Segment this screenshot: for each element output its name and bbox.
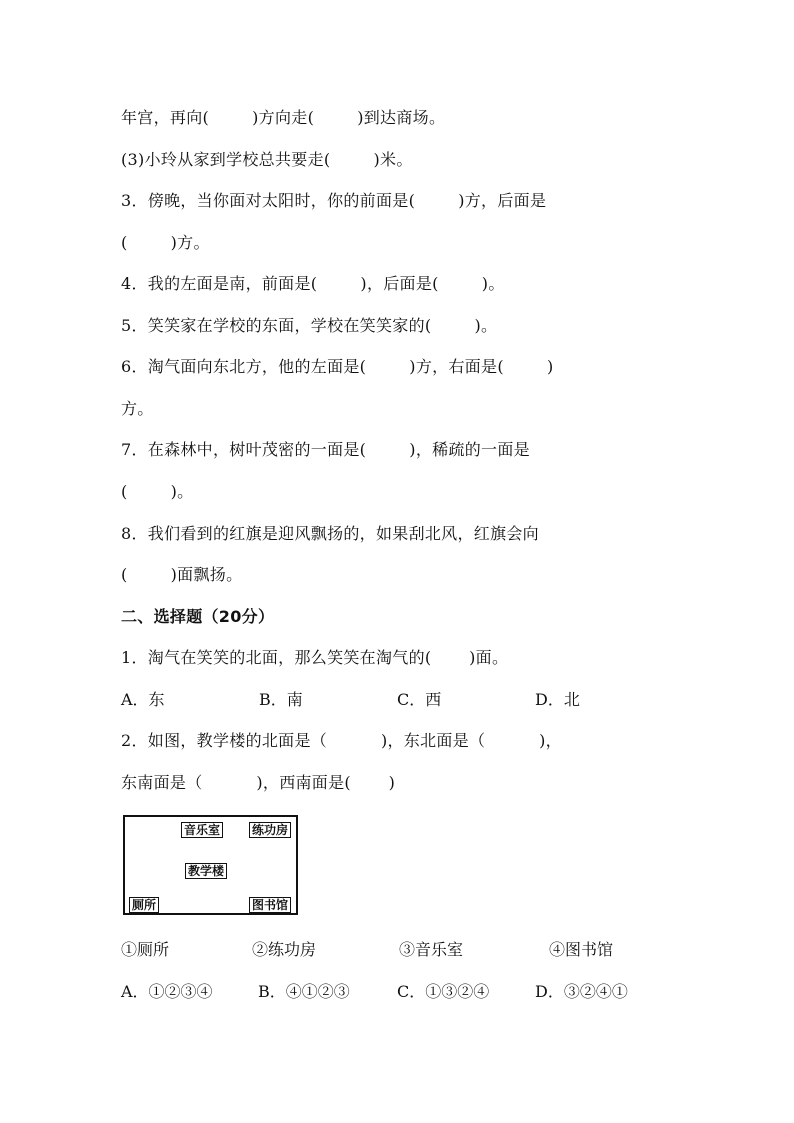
item-3: ③音乐室 — [399, 940, 464, 959]
option-a: A．①②③④ — [121, 982, 213, 1001]
choice-question-1: 1．淘气在笑笑的北面，那么笑笑在淘气的( )面。 — [121, 648, 509, 667]
question-8-line-2: ( )面飘扬。 — [121, 565, 243, 584]
map-label-practice-room: 练功房 — [249, 822, 291, 838]
question-6-line-1: 6．淘气面向东北方，他的左面是( )方，右面是( ) — [121, 357, 554, 376]
question-6-line-2: 方。 — [121, 399, 154, 418]
fill-line-1: 年宫，再向( )方向走( )到达商场。 — [121, 108, 446, 127]
item-1: ①厕所 — [121, 940, 170, 959]
choice-question-2-line-2: 东南面是（ )，西南面是( ) — [121, 773, 396, 792]
question-3-line-2: ( )方。 — [121, 233, 210, 252]
fill-line-2: (3)小玲从家到学校总共要走( )米。 — [121, 150, 413, 169]
question-7-line-2: ( )。 — [121, 482, 194, 501]
option-c: C．西 — [397, 690, 442, 709]
choice-question-1-options — [121, 690, 681, 710]
map-label-teaching-building: 教学楼 — [185, 863, 227, 879]
question-7-line-1: 7．在森林中，树叶茂密的一面是( )，稀疏的一面是 — [121, 440, 530, 459]
item-4: ④图书馆 — [549, 940, 614, 959]
option-d: D．③②④① — [535, 982, 628, 1001]
choice-question-2-line-1: 2．如图，教学楼的北面是（ )，东北面是（ )， — [121, 731, 562, 750]
item-2: ②练功房 — [252, 940, 317, 959]
choice-question-2-items — [121, 940, 681, 960]
option-c: C．①③②④ — [397, 982, 490, 1001]
option-b: B．南 — [259, 690, 303, 709]
option-a: A．东 — [121, 690, 165, 709]
question-8-line-1: 8．我们看到的红旗是迎风飘扬的，如果刮北风，红旗会向 — [121, 524, 539, 543]
option-b: B．④①②③ — [258, 982, 350, 1001]
map-label-toilet: 厕所 — [129, 897, 159, 913]
map-label-library: 图书馆 — [249, 897, 291, 913]
section-2-heading: 二、选择题（20分） — [121, 607, 275, 626]
map-label-music-room: 音乐室 — [181, 822, 223, 838]
question-5: 5．笑笑家在学校的东面，学校在笑笑家的( )。 — [121, 316, 498, 335]
school-map-figure — [123, 815, 298, 915]
option-d: D．北 — [535, 690, 580, 709]
question-3-line-1: 3．傍晚，当你面对太阳时，你的前面是( )方，后面是 — [121, 191, 547, 210]
choice-question-2-options — [121, 982, 681, 1002]
question-4: 4．我的左面是南，前面是( )，后面是( )。 — [121, 274, 505, 293]
